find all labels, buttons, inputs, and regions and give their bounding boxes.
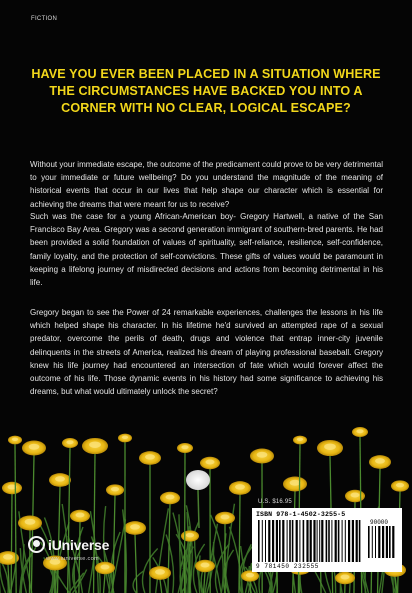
genre-label: FICTION xyxy=(31,16,58,22)
body-paragraph-1: Without your immediate escape, the outcome of the predicament could prove to be very detrimental to your immediate or future wellbeing? Do you understand the magnitude of the meaning of historical events that occur in our lives that help shape our character which is essential for achieving the dreams that were meant for us to receive? xyxy=(30,160,383,209)
publisher-url: www.iuniverse.com xyxy=(46,556,99,562)
body-paragraph-2: Such was the case for a young African-American boy- Gregory Hartwell, a native of the San Francisco Bay Area. Gregory was a second generation immigrant of southern-bred parents. He had been provided a solid foundation of values of spirituality, self-reliance, resilience, self-confidence, family loyalty, and the protection of self-convictions. These gifts of values would be paramount in keeping a lifelong journey of misdirected decisions and actions from becoming detrimental in his life. xyxy=(30,212,383,288)
ean-digits: 9 781450 232555 xyxy=(256,563,320,570)
publisher-name: iUniverse xyxy=(48,536,110,553)
publisher-logo xyxy=(28,536,109,553)
price-label: U.S. $16.95 xyxy=(258,499,292,505)
isbn-text: ISBN 978-1-4502-3255-5 xyxy=(256,511,346,518)
body-paragraph-3: Gregory began to see the Power of 24 remarkable experiences, challenges the lessons in his life which helped shape his character. In his lifetime he'd survived an attempted rape of a sexual predator, overcome the perils of death, drugs and violence that entrap inner-city juvenile delinquents in the streets of America, realized his dream of playing professional baseball. Gregory knew his life journey had encountered an intersection of fate which would forever affect the outcome of his life. Those dynamic events in his history had some significance to achieving his dreams, but what would ultimately unlock the secret? xyxy=(30,308,383,397)
price-barcode-bars xyxy=(368,526,398,558)
iuniverse-logo-icon xyxy=(28,536,45,553)
isbn-barcode xyxy=(252,508,402,572)
dandelion-seed-puff xyxy=(186,470,210,490)
price-code: 90000 xyxy=(370,519,389,526)
barcode-bars xyxy=(258,520,364,562)
headline: HAVE YOU EVER BEEN PLACED IN A SITUATION WHERE THE CIRCUMSTANCES HAVE BACKED YOU INTO A CORNER WITH NO CLEAR, LOGICAL ESCAPE? xyxy=(31,67,381,115)
